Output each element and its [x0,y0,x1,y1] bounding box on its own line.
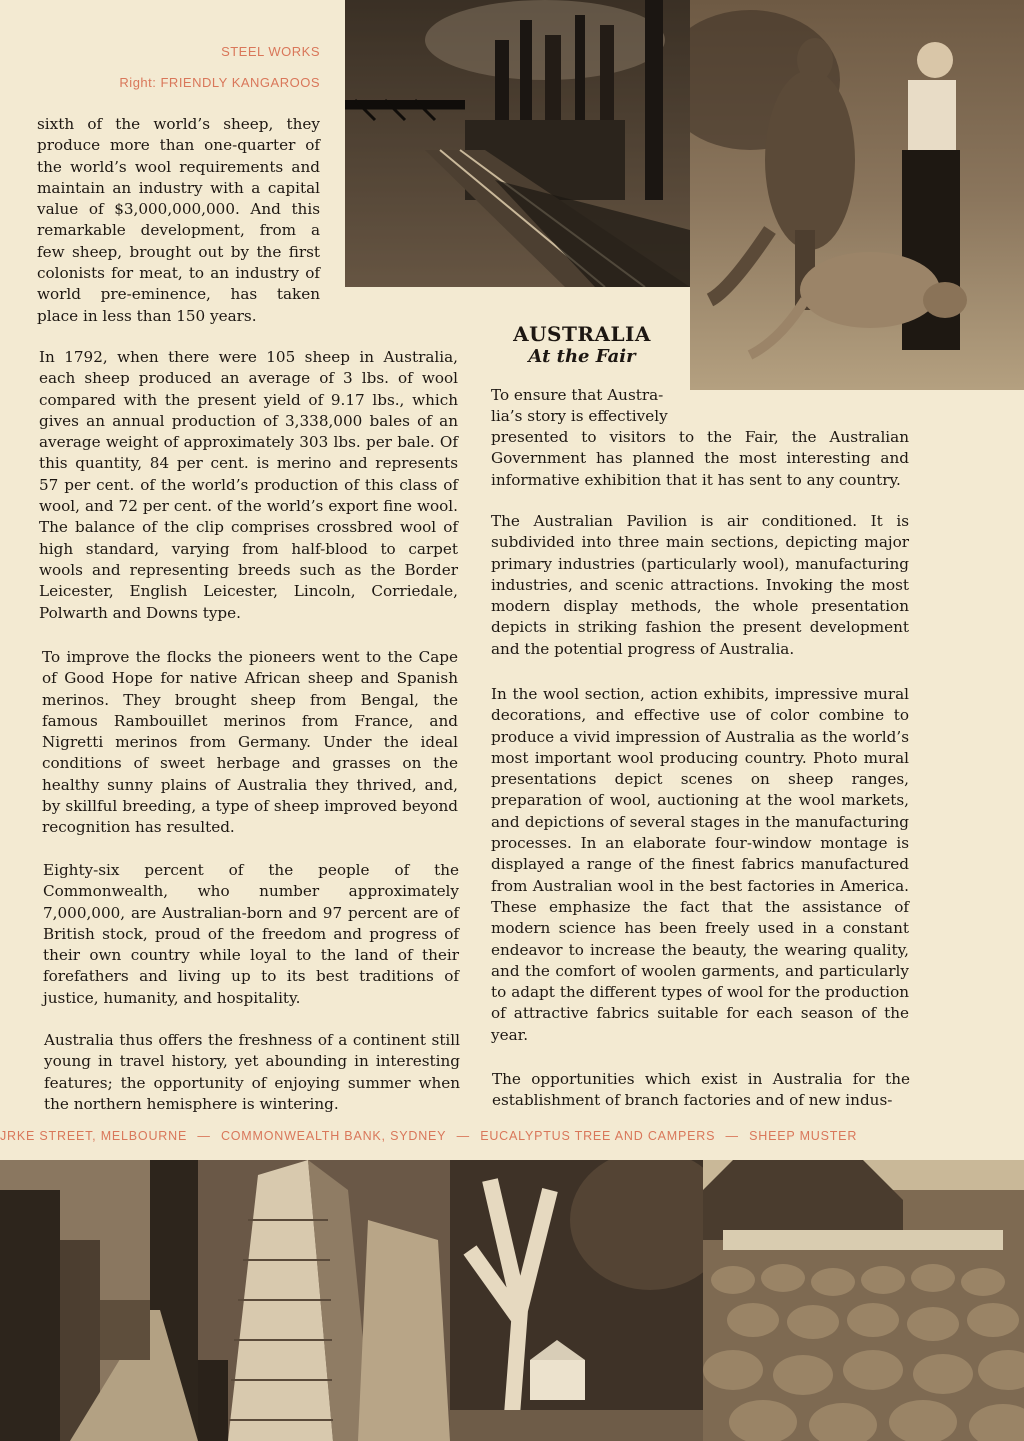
article-subtitle: At the Fair [528,346,636,367]
strip-caption-bank: COMMONWEALTH BANK, SYDNEY [220,1129,447,1143]
right-paragraph-2: The Australian Pavilion is air conditioned. It is subdivided into three main sections, depicting major primary industries (particularly wool), manufacturing industries, and scenic attractions. Invoking the most modern display methods, the whole presentation depicts in striking fashion the present development and the potential progress of Australia. [491,512,909,658]
right-paragraph-3: In the wool section, action exhibits, impressive mural decorations, and effective use of color combine to produce a vivid impression of Australia as the world’s most important wool producing country. Photo mural presentations depict scenes on sheep ranges, preparation of wool, auctioning at the wool markets, and depictions of several stages in the manufacturing processes. In an elaborate four-window montage is displayed a range of the finest fabrics manufactured from Australian wool in the best factories in America. These emphasize the fact that the assistance of modern science has been freely used in a constant endeavor to increase the beauty, the wearing quality, and the comfort of woolen garments, and particularly to adapt the different types of wool for the production of attractive fabrics suitable for each season of the year. [491,685,909,1044]
photo-commonwealth-bank [198,1160,450,1441]
right-intro-line-2: lia’s story is effectively [491,407,668,425]
strip-caption-sheep: SHEEP MUSTER [749,1129,858,1143]
caption-steel-works: STEEL WORKS [221,44,320,59]
article-title: AUSTRALIA [513,322,651,346]
article-heading [487,322,677,367]
left-paragraph-2: In 1792, when there were 105 sheep in Australia, each sheep produced an average of 3 lbs. of wool compared with the present yield of 9.17 lbs., which gives an annual production of 3,338,000 bales of an average weight of approximately 303 lbs. per bale. Of this quantity, 84 per cent. is merino and represents 57 per cent. of the world’s production of this class of wool, and 72 per cent. of the world’s export fine wool. The balance of the clip comprises crossbred wool of high standard, varying from half-blood to carpet wools and representing breeds such as the Border Leicester, English Leicester, Lincoln, Corriedale, Polwarth and Downs type. [39,348,458,622]
strip-separator: — [456,1129,470,1143]
left-paragraph-3: To improve the flocks the pioneers went to the Cape of Good Hope for native African sheep and Spanish merinos. They brought sheep from Bengal, the famous Rambouillet merinos from France, and Nigretti merinos from Germany. Under the ideal conditions of sweet herbage and grasses on the healthy sunny plains of Australia they thrived, and, by skillful breeding, a type of sheep improved beyond recognition has resulted. [42,648,458,837]
right-paragraph-1: presented to visitors to the Fair, the Australian Government has planned the most interesting and informative exhibition that it has sent to any country. [491,428,909,489]
left-paragraph-5: Australia thus offers the freshness of a continent still young in travel history, yet abounding in interesting features; the opportunity of enjoying summer when the northern hemisphere is wintering. [44,1031,460,1113]
strip-separator: — [197,1129,211,1143]
photo-friendly-kangaroos [690,0,1024,390]
right-intro-line-1: To ensure that Austra- [491,386,664,404]
photo-eucalyptus-campers [450,1160,703,1441]
photo-strip-captions [0,1129,1024,1147]
caption-kangaroos: Right: FRIENDLY KANGAROOS [119,75,320,90]
right-paragraph-4: The opportunities which exist in Australia for the establishment of branch factories and of new indus- [492,1070,910,1110]
strip-caption-eucalyptus: EUCALYPTUS TREE AND CAMPERS [480,1129,716,1143]
strip-caption-melbourne: JRKE STREET, MELBOURNE [0,1129,188,1143]
photo-street-melbourne [0,1160,198,1441]
photo-steel-works [345,0,690,287]
left-paragraph-4: Eighty-six percent of the people of the Commonwealth, who number approximately 7,000,000, are Australian-born and 97 percent are of British stock, proud of the freedom and progress of their own country while loyal to the land of their forefathers and living up to its best traditions of justice, humanity, and hospitality. [43,861,459,1007]
strip-separator: — [725,1129,739,1143]
left-paragraph-1: sixth of the world’s sheep, they produce more than one-quarter of the world’s wool requirements and maintain an industry with a capital value of $3,000,000,000. And this remarkable development, from a few sheep, brought out by the first colonists for meat, to an industry of world pre-eminence, has taken place in less than 150 years. [37,115,320,325]
photo-sheep-muster [703,1160,1024,1441]
